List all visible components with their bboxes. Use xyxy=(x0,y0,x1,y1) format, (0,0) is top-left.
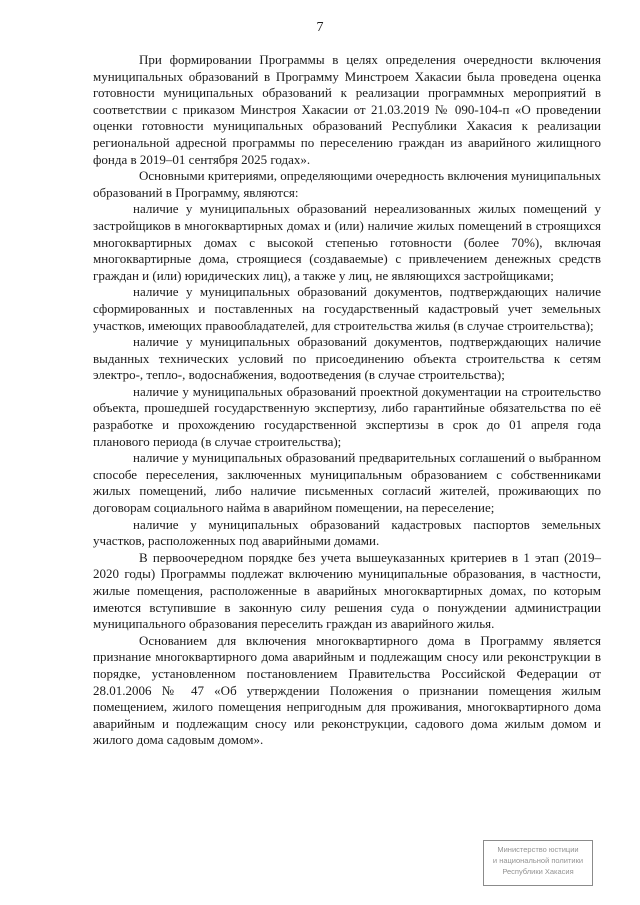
registration-stamp xyxy=(483,840,593,886)
criterion-housing: наличие у муниципальных образований нереализованных жилых помещений у застройщиков в многоквартирных домах и (или) наличие жилых помещений в строящихся многоквартирных домах с высокой степенью готовности (более 70%), включая многоквартирные дома, строящиеся (создаваемые) с привлечением денежных средств граждан и (или) юридических лиц), а также у лиц, не являющихся застройщиками; xyxy=(93,201,601,283)
paragraph-criteria-intro: Основными критериями, определяющими очередность включения муниципальных образований в Программу, являются: xyxy=(93,168,601,200)
page-number: 7 xyxy=(316,20,324,35)
paragraph-inclusion-basis: Основанием для включения многоквартирного дома в Программу является признание многоквартирного дома аварийным и подлежащим сносу или реконструкции в порядке, установленном постановлением Правительства Российской Федерации от 28.01.2006 № 47 «Об утверждении Положения о признании помещения жилым помещением, жилого помещения непригодным для проживания, многоквартирного дома аварийным и подлежащим сносу или реконструкции, садового дома жилым домом и жилого дома садовым домом». xyxy=(93,632,601,748)
stamp-line: Республики Хакасия xyxy=(502,867,574,876)
criterion-cadastral-passports: наличие у муниципальных образований кадастровых паспортов земельных участков, расположенных под аварийными домами. xyxy=(93,516,601,549)
criterion-land-plots: наличие у муниципальных образований документов, подтверждающих наличие сформированных и поставленных на государственный кадастровый учет земельных участков, имеющих правообладателей, для строительства жилья (в случае строительства); xyxy=(93,284,601,333)
paragraph-program-formation: При формировании Программы в целях определения очередности включения муниципальных образований в Программу Минстроем Хакасии была проведена оценка готовности муниципальных образований к реализации программных мероприятий в соответствии с приказом Минстроя Хакасии от 21.03.2019 № 090-104-п «О проведении оценки готовности муниципальных образований Республики Хакасия к реализации региональной адресной программы по переселению граждан из аварийного жилищного фонда в 2019–01 сентября 2025 годах». xyxy=(93,52,601,167)
criterion-project-documentation: наличие у муниципальных образований проектной документации на строительство объекта, прошедшей государственную экспертизу, либо гарантийные обязательства по её разработке и прохождению государственной экспертизы в срок до 01 апреля года планового периода (в случае строительства); xyxy=(93,383,601,449)
paragraph-priority-inclusion: В первоочередном порядке без учета вышеуказанных критериев в 1 этап (2019–2020 годы) Программы подлежат включению муниципальные образования, в частности, жилые помещения, расположенные в аварийных многоквартирных домах, по которым имеются вступившие в законную силу решения суда о понуждении администрации муниципального образования переселить граждан из аварийного жилья. xyxy=(93,549,601,632)
stamp-line: и национальной политики xyxy=(492,856,584,865)
criterion-preliminary-agreements: наличие у муниципальных образований предварительных соглашений о выбранном способе переселения, заключенных муниципальным образованием с собственниками жилых помещений, либо наличие письменных согласий жителей, проживающих по договорам социального найма в аварийном помещении, на переселение; xyxy=(93,450,601,516)
document-body xyxy=(93,52,601,749)
criterion-technical-conditions: наличие у муниципальных образований документов, подтверждающих наличие выданных технических условий по присоединению объекта строительства к сетям электро-, тепло-, водоснабжения, водоотведения (в случае строительства); xyxy=(93,334,601,383)
stamp-line: Министерство юстиции xyxy=(497,845,579,854)
